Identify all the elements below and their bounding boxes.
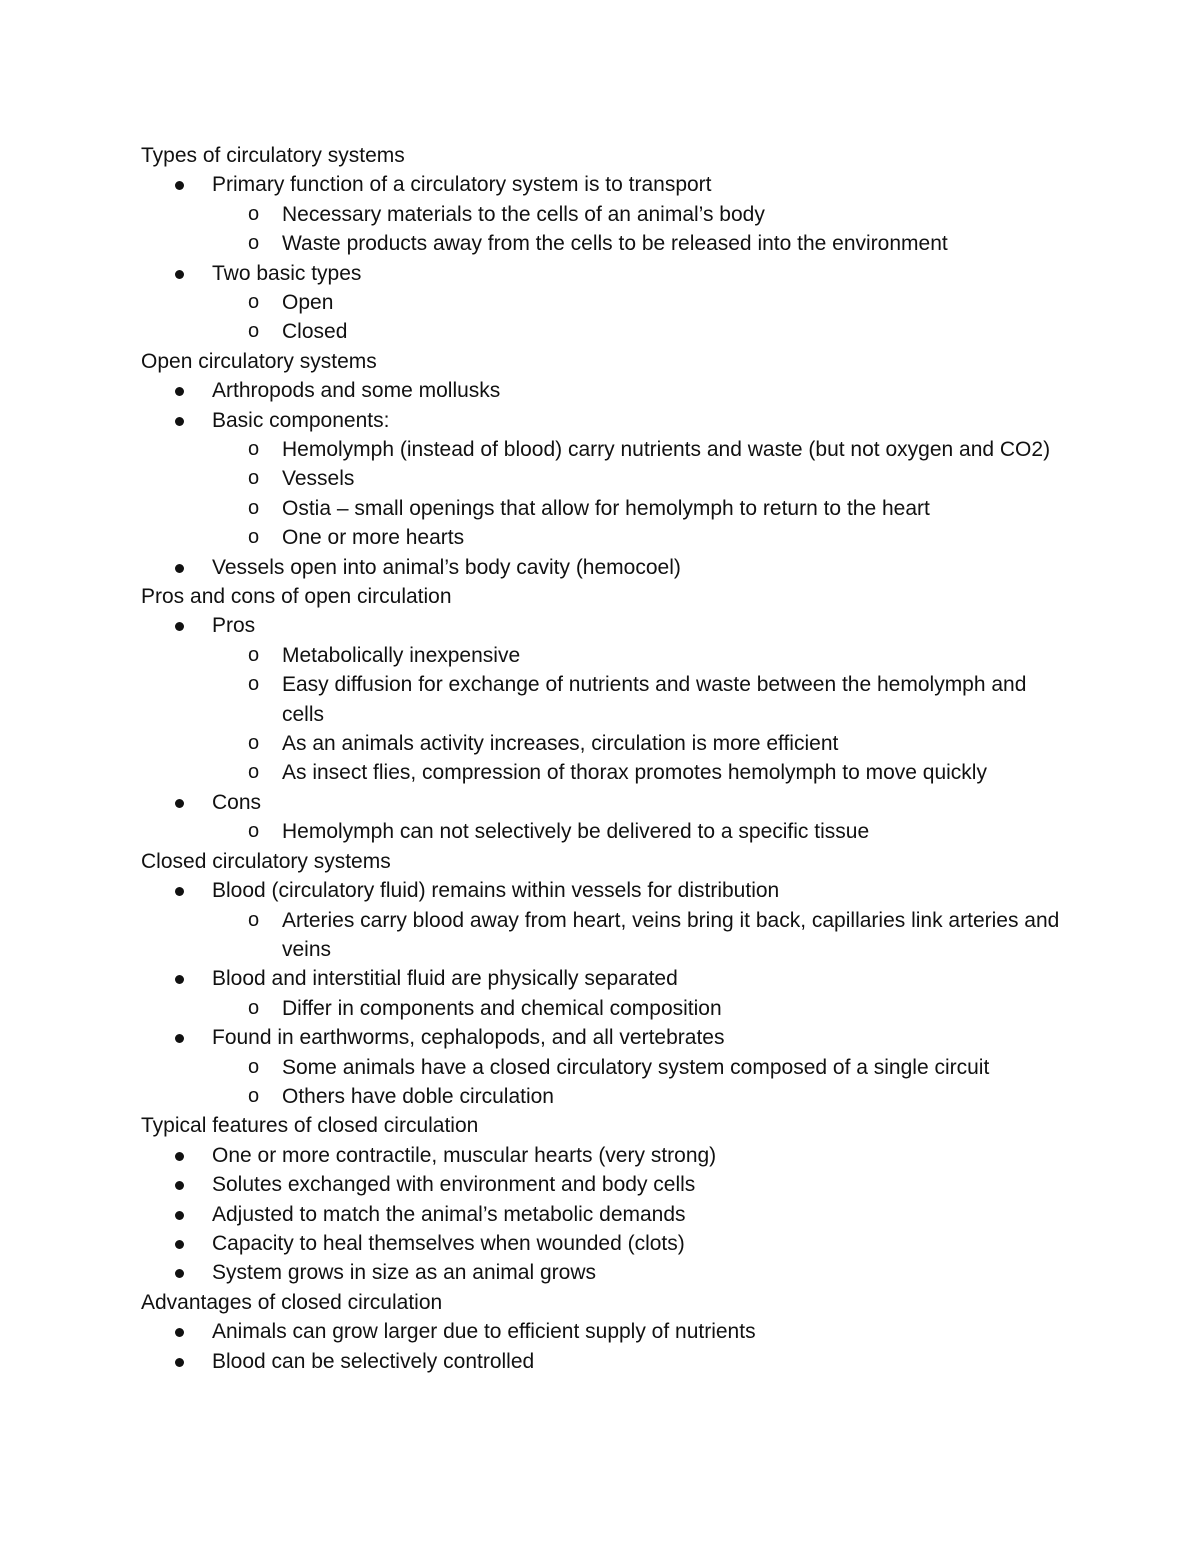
circle-bullet-icon: o (248, 673, 260, 696)
bullet-dot-icon (175, 622, 184, 631)
bullet-text: Cons (212, 790, 262, 814)
section (141, 1288, 1061, 1376)
circle-bullet-icon: o (248, 232, 260, 255)
sub-bullet-item (141, 758, 1061, 787)
bullet-dot-icon (175, 1240, 184, 1249)
bullet-dot-icon (175, 1152, 184, 1161)
sub-bullet-item (141, 317, 1061, 346)
sub-bullet-text: Waste products away from the cells to be released into the environment (282, 232, 948, 256)
sub-bullet-text: Closed (282, 320, 348, 344)
sub-bullet-text: Necessary materials to the cells of an animal’s body (282, 202, 765, 226)
bullet-item (141, 1200, 1061, 1229)
bullet-dot-icon (175, 270, 184, 279)
bullet-dot-icon (175, 1211, 184, 1220)
bullet-text: Capacity to heal themselves when wounded (clots) (212, 1231, 685, 1255)
sub-bullet-text: Metabolically inexpensive (282, 643, 521, 667)
sub-bullet-text: As insect flies, compression of thorax promotes hemolymph to move quickly (282, 761, 987, 785)
sub-bullet-item (141, 523, 1061, 552)
sub-bullet-text: Hemolymph (instead of blood) carry nutrients and waste (but not oxygen and CO2) (282, 438, 1051, 462)
sub-bullet-item (141, 817, 1061, 846)
circle-bullet-icon: o (248, 467, 260, 490)
sub-bullet-item (141, 494, 1061, 523)
bullet-item (141, 876, 1061, 905)
circle-bullet-icon: o (248, 908, 260, 931)
sub-bullet-item (141, 435, 1061, 464)
section-heading: Typical features of closed circulation (141, 1114, 479, 1138)
bullet-item (141, 1141, 1061, 1170)
circle-bullet-icon: o (248, 643, 260, 666)
sub-bullet-text: Some animals have a closed circulatory system composed of a single circuit (282, 1055, 990, 1079)
section-heading: Open circulatory systems (141, 349, 377, 373)
bullet-text: Solutes exchanged with environment and body cells (212, 1173, 696, 1197)
sub-bullet-item (141, 906, 1061, 965)
sub-bullet-item (141, 200, 1061, 229)
section (141, 582, 1061, 847)
section-heading: Closed circulatory systems (141, 849, 391, 873)
bullet-item (141, 406, 1061, 435)
sub-bullet-item (141, 994, 1061, 1023)
bullet-text: Adjusted to match the animal’s metabolic demands (212, 1202, 686, 1226)
circle-bullet-icon: o (248, 291, 260, 314)
bullet-item (141, 170, 1061, 199)
circle-bullet-icon: o (248, 1055, 260, 1078)
bullet-item (141, 1347, 1061, 1376)
bullet-text: Two basic types (212, 261, 362, 285)
sub-bullet-text: One or more hearts (282, 526, 465, 550)
bullet-dot-icon (175, 1358, 184, 1367)
bullet-dot-icon (175, 1181, 184, 1190)
sub-bullet-item (141, 288, 1061, 317)
section (141, 141, 1061, 347)
bullet-text: Animals can grow larger due to efficient supply of nutrients (212, 1320, 756, 1344)
bullet-text: Vessels open into animal’s body cavity (hemocoel) (212, 555, 681, 579)
circle-bullet-icon: o (248, 820, 260, 843)
sub-bullet-text: Hemolymph can not selectively be delivered to a specific tissue (282, 820, 870, 844)
bullet-text: One or more contractile, muscular hearts (very strong) (212, 1143, 717, 1167)
bullet-item (141, 1258, 1061, 1287)
bullet-dot-icon (175, 387, 184, 396)
sub-bullet-text: Differ in components and chemical composition (282, 996, 722, 1020)
circle-bullet-icon: o (248, 496, 260, 519)
bullet-item (141, 611, 1061, 640)
bullet-dot-icon (175, 799, 184, 808)
sub-bullet-text: Others have doble circulation (282, 1084, 554, 1108)
bullet-dot-icon (175, 181, 184, 190)
bullet-item (141, 788, 1061, 817)
bullet-item (141, 964, 1061, 993)
circle-bullet-icon: o (248, 996, 260, 1019)
circle-bullet-icon: o (248, 526, 260, 549)
sub-bullet-text: Easy diffusion for exchange of nutrients and waste between the hemolymph and cells (282, 673, 1027, 726)
bullet-item (141, 1170, 1061, 1199)
section-heading: Pros and cons of open circulation (141, 585, 452, 609)
bullet-item (141, 553, 1061, 582)
bullet-text: Basic components: (212, 408, 390, 432)
circle-bullet-icon: o (248, 202, 260, 225)
sub-bullet-item (141, 641, 1061, 670)
sub-bullet-item (141, 229, 1061, 258)
circle-bullet-icon: o (248, 320, 260, 343)
sub-bullet-text: Vessels (282, 467, 355, 491)
bullet-dot-icon (175, 975, 184, 984)
circle-bullet-icon: o (248, 732, 260, 755)
section-heading: Advantages of closed circulation (141, 1290, 443, 1314)
sub-bullet-item (141, 1053, 1061, 1082)
sub-bullet-item (141, 1082, 1061, 1111)
sub-bullet-item (141, 464, 1061, 493)
bullet-text: Pros (212, 614, 256, 638)
bullet-item (141, 376, 1061, 405)
bullet-text: System grows in size as an animal grows (212, 1261, 596, 1285)
sub-bullet-text: Arteries carry blood away from heart, veins bring it back, capillaries link arteries and veins (282, 908, 1060, 961)
sub-bullet-text: Open (282, 291, 334, 315)
sub-bullet-item (141, 670, 1061, 729)
bullet-dot-icon (175, 1034, 184, 1043)
bullet-text: Blood and interstitial fluid are physically separated (212, 967, 678, 991)
bullet-item (141, 1229, 1061, 1258)
bullet-dot-icon (175, 1269, 184, 1278)
bullet-dot-icon (175, 417, 184, 426)
document-body (141, 141, 1061, 1376)
section (141, 1111, 1061, 1287)
bullet-text: Found in earthworms, cephalopods, and all vertebrates (212, 1026, 725, 1050)
section (141, 847, 1061, 1112)
circle-bullet-icon: o (248, 438, 260, 461)
bullet-dot-icon (175, 887, 184, 896)
section-heading: Types of circulatory systems (141, 144, 405, 167)
bullet-dot-icon (175, 1328, 184, 1337)
bullet-item (141, 1023, 1061, 1052)
sub-bullet-text: Ostia – small openings that allow for hemolymph to return to the heart (282, 496, 930, 520)
sub-bullet-item (141, 729, 1061, 758)
bullet-item (141, 1317, 1061, 1346)
bullet-item (141, 259, 1061, 288)
bullet-dot-icon (175, 564, 184, 573)
circle-bullet-icon: o (248, 1084, 260, 1107)
bullet-text: Primary function of a circulatory system is to transport (212, 173, 712, 197)
circle-bullet-icon: o (248, 761, 260, 784)
section (141, 347, 1061, 582)
bullet-text: Arthropods and some mollusks (212, 379, 501, 403)
bullet-text: Blood (circulatory fluid) remains within vessels for distribution (212, 879, 780, 903)
bullet-text: Blood can be selectively controlled (212, 1349, 535, 1373)
sub-bullet-text: As an animals activity increases, circulation is more efficient (282, 732, 839, 756)
